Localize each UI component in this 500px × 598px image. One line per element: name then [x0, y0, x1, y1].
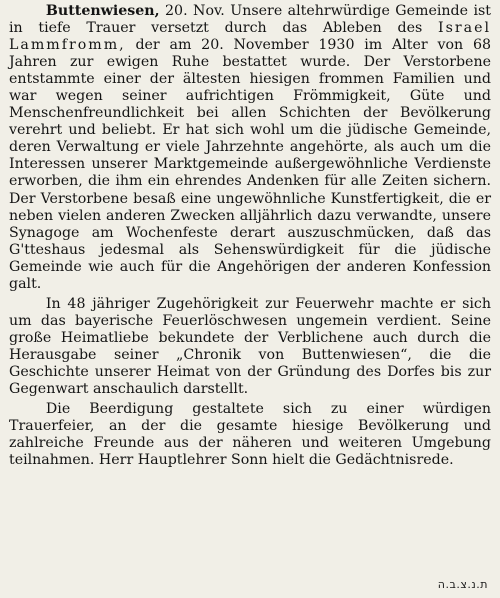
paragraph-1-text-b: der am 20. November 1930 im Alter von 68 Jahren zur ewigen Ruhe bestattet wurde. Der Verstorbene entstammte einer der ältesten hiesigen frommen Familien und war wegen seiner aufrichtigen Frömmigkeit, Güte und Menschenfreundlichkeit bei allen Schichten der Bevölkerung verehrt und beliebt. Er hat sich wohl um die jüdische Gemeinde, deren Verwaltung er viele Jahrzehnte angehörte, als auch um die Interessen unserer Marktgemeinde außergewöhnliche Verdienste erworben, die ihm ein ehrendes Andenken für alle Zeiten sichern. Der Verstorbene besaß eine ungewöhnliche Kunstfertigkeit, die er neben vielen anderen Zwecken alljährlich dazu verwandte, unsere Synagoge am Wochenfeste derart auszuschmücken, daß das G'tteshaus jedesmal als Sehenswürdigkeit für die jüdische Gemeinde wie auch für die Angehörigen der anderen Konfession galt. [9, 37, 491, 292]
paragraph-1-text-a: Unsere altehrwürdige Gemeinde ist in tiefe Trauer versetzt durch das Ableben des [9, 3, 491, 37]
deceased-name: Israel Lammfromm, [9, 20, 491, 54]
paragraph-2: In 48 jähriger Zugehörigkeit zur Feuerwehr machte er sich um das bayerische Feuerlöschwesen ungemein verdient. Seine große Heimatliebe bekundete der Verblichene auch durch die Herausgabe seiner „Chronik von Buttenwiesen“, die die Geschichte unserer Heimat von der Gründung des Dorfes bis zur Gegenwart anschaulich darstellt. [9, 295, 491, 398]
dateline-place: Buttenwiesen, [45, 3, 160, 19]
hebrew-signoff: ת.נ.צ.ב.ה [437, 578, 488, 591]
paragraph-3: Die Beerdigung gestaltete sich zu einer würdigen Trauerfeier, an der die gesamte hiesige Bevölkerung und zahlreiche Freunde aus der näheren und weiteren Umgebung teilnahmen. Herr Hauptlehrer Sonn hielt die Gedächtnisrede. [9, 401, 491, 469]
dateline-date: 20. Nov. [165, 3, 225, 19]
paragraph-1 [9, 3, 491, 293]
